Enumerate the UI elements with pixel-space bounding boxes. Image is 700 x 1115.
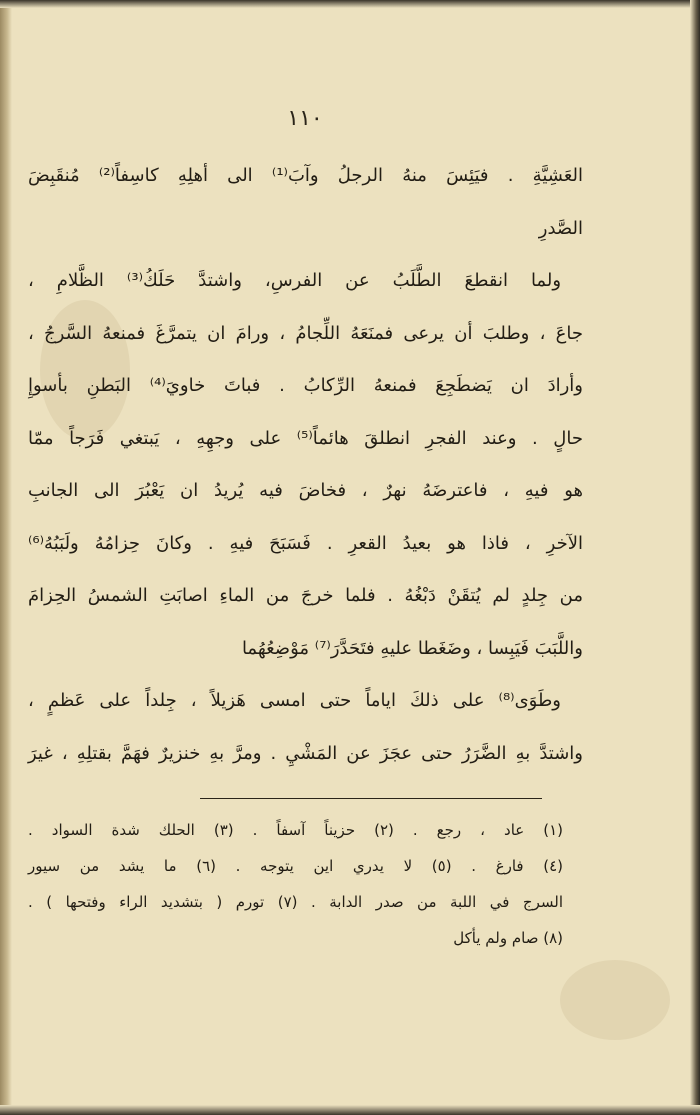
page-number: ١١٠ bbox=[287, 106, 323, 131]
text-line: الصَّدرِ bbox=[538, 217, 583, 239]
page-bottom-edge bbox=[0, 1105, 700, 1115]
text-line: ولما انقطعَ الطَّلَبُ عن الفرسِ، واشتدَّ حَلَكُ⁽³⁾ الظَّلامِ ، bbox=[28, 270, 562, 291]
footnote-line: (٤) فارغ . (٥) لا يدري اين يتوجه . (٦) ما يشد من سيور bbox=[28, 857, 563, 875]
footnote-line: (٨) صام ولم يأكل bbox=[453, 929, 563, 947]
footnote-divider bbox=[200, 798, 542, 799]
page-top-edge bbox=[0, 0, 700, 8]
text-line: الآخرِ ، فاذا هو بعيدُ القعرِ . فَسَبَحَ فيهِ . وكانَ حِزامُهُ ولَبَبُهُ⁽⁶⁾ bbox=[28, 532, 583, 554]
page-spine-shadow bbox=[0, 0, 12, 1115]
text-line: العَشِيَّةِ . فيَئِسَ منهُ الرجلُ وآبَ⁽¹⁾ الى أهلِهِ كاسِفاً⁽²⁾ مُنقَبِضَ bbox=[28, 165, 583, 186]
footnote-line: (١) عاد ، رجع . (٢) حزيناً آسفاً . (٣) الحلك شدة السواد . bbox=[28, 821, 563, 839]
text-line: من جِلدٍ لم يُتقَنْ دَبْغُهُ . فلما خرجَ من الماءِ اصابَتِ الشمسُ الحِزامَ bbox=[28, 585, 583, 606]
main-text bbox=[28, 150, 583, 780]
text-line: واشتدَّ بهِ الضَّرَرُ حتى عجَزَ عن المَشْيِ . ومرَّ بهِ خنزيرٌ فهَمَّ بقتلِهِ ، غيرَ bbox=[28, 742, 583, 764]
paper-stain bbox=[560, 960, 670, 1040]
text-line: وأرادَ ان يَضطَجِعَ فمنعهُ الرِّكابُ . فباتَ خاويَ⁽⁴⁾ البَطنِ بأسوإِ bbox=[28, 375, 583, 396]
page-right-edge bbox=[690, 0, 700, 1115]
footnote-line: السرج في اللبة من صدر الدابة . (٧) تورم ( بتشديد الراء وفتحها ) . bbox=[28, 893, 563, 911]
text-line: واللَّبَبَ فَيَبِسا ، وضَغَطا عليهِ فتَحَدَّرَ⁽⁷⁾ مَوْضِعُهُما bbox=[241, 637, 583, 659]
text-line: حالٍ . وعند الفجرِ انطلقَ هائماً⁽⁵⁾ على وجهِهِ ، يَبتغي فَرَجاً ممّا bbox=[28, 427, 583, 449]
text-line: هو فيهِ ، فاعترضَهُ نهرٌ ، فخاضَ فيه يُريدُ ان يَعْبُرَ الى الجانبِ bbox=[28, 480, 583, 501]
text-line: جاعَ ، وطلبَ أن يرعى فمنَعَهُ اللِّجامُ ، ورامَ ان يتمرَّغَ فمنعهُ السَّرجُ ، bbox=[28, 322, 583, 344]
footnotes bbox=[28, 812, 563, 956]
text-line: وطَوَى⁽⁸⁾ على ذلكَ اياماً حتى امسى هَزيلاً ، جِلداً على عَظمٍ ، bbox=[28, 690, 561, 711]
